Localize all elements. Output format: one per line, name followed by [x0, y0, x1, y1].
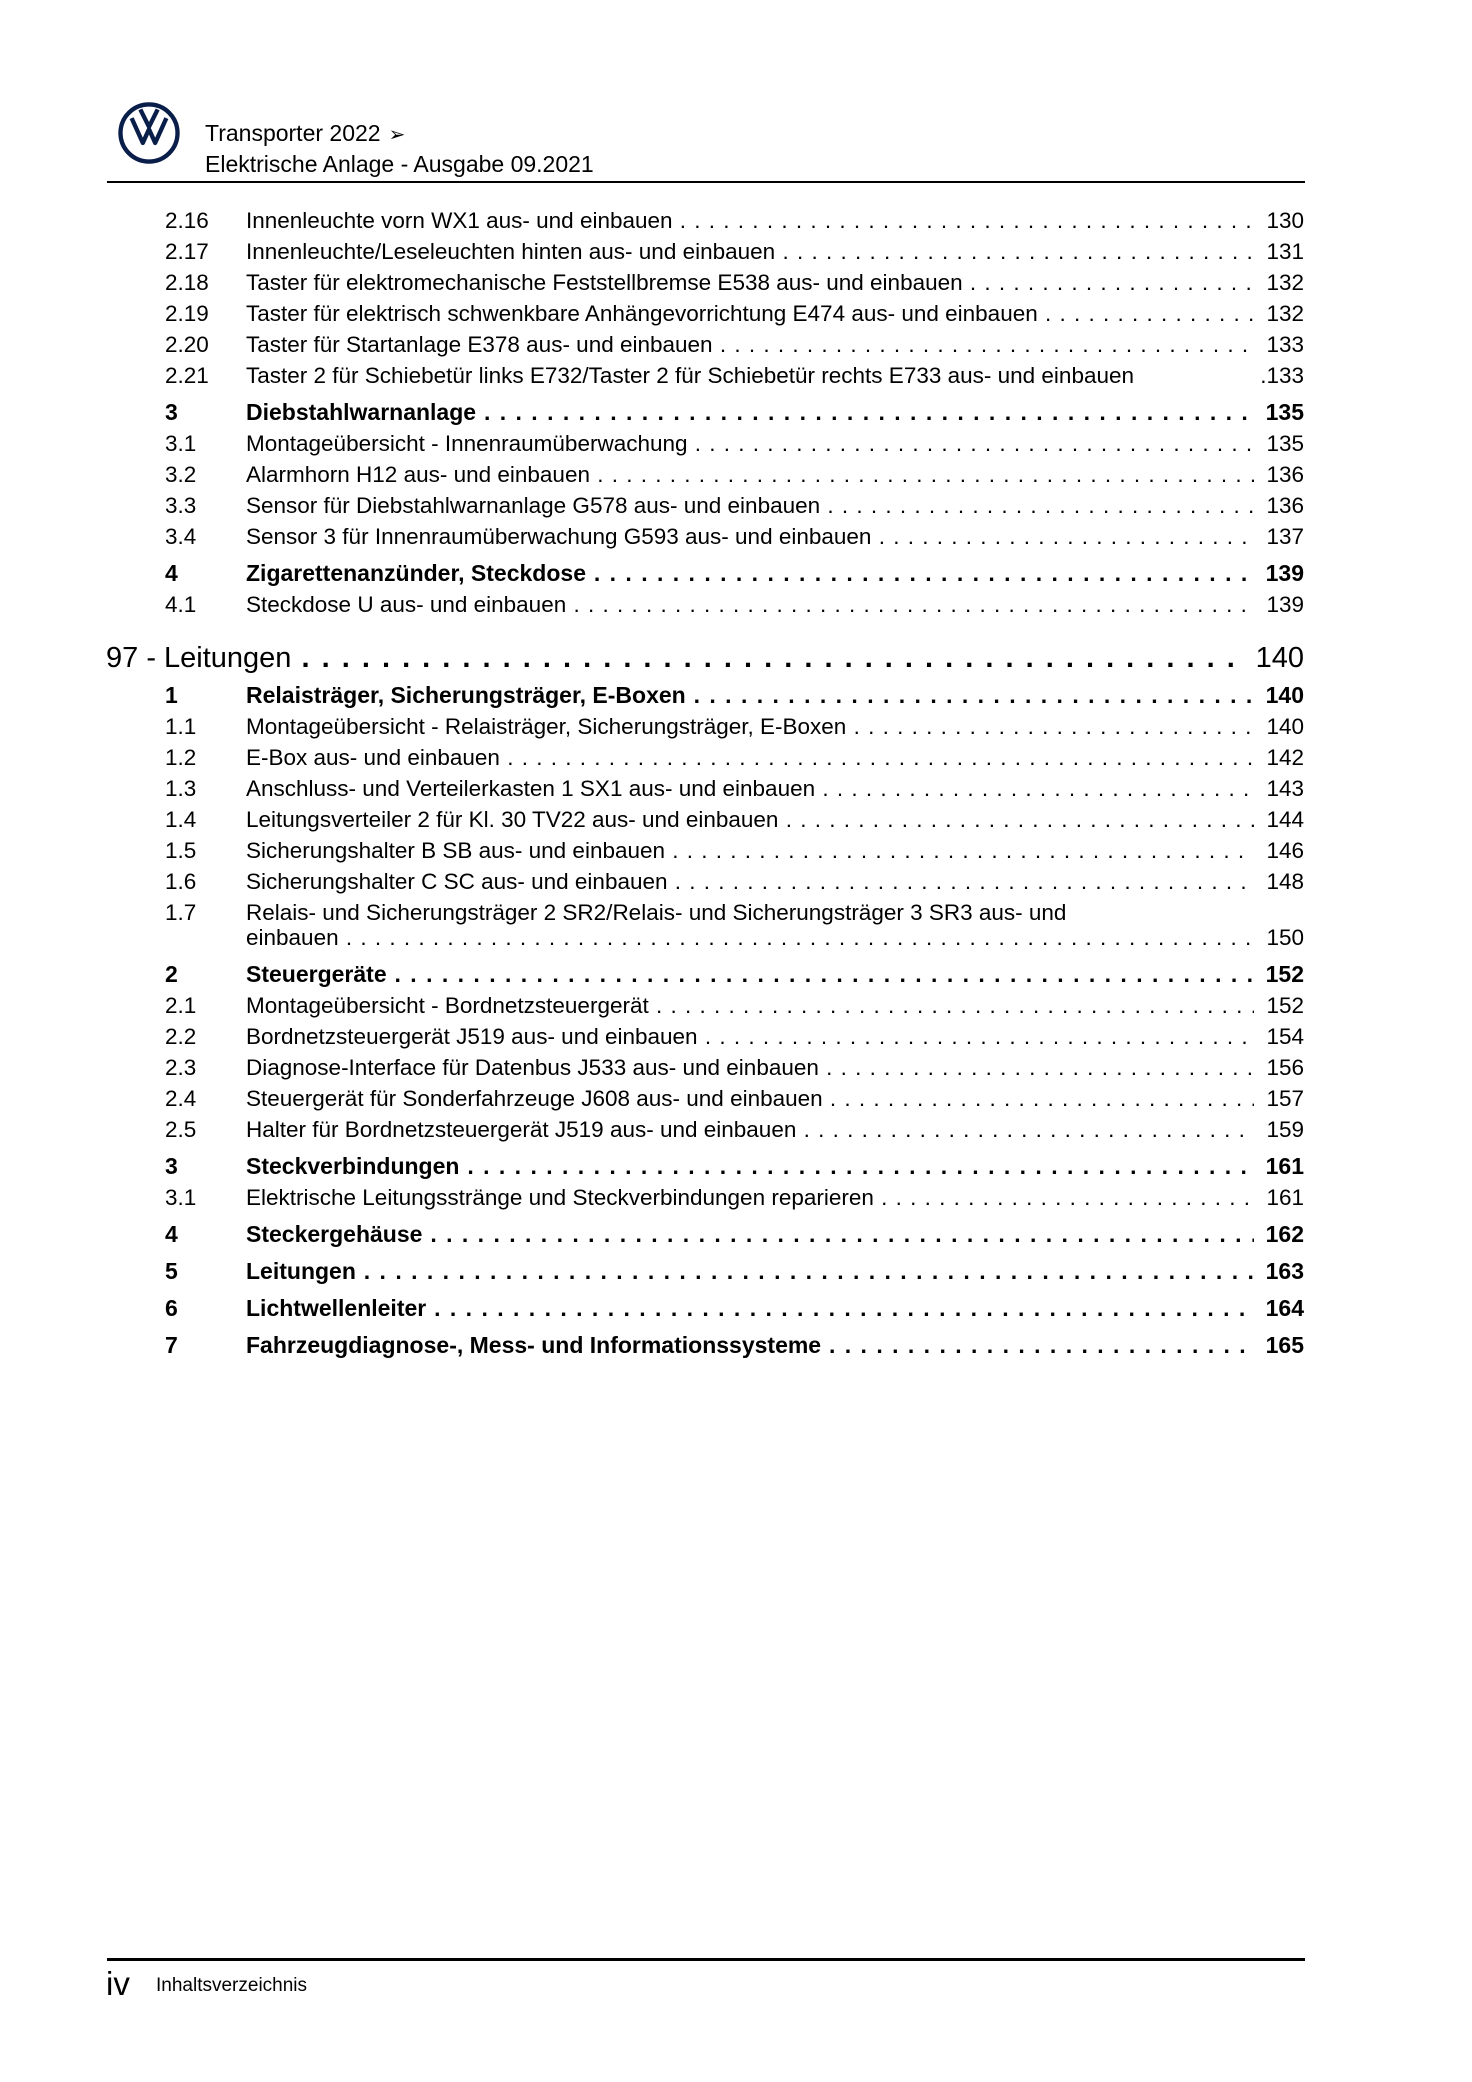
- toc-title: Montageübersicht - Bordnetzsteuergerät . . .: [246, 990, 1304, 1021]
- toc-title: Steuergeräte . . .: [246, 959, 1304, 990]
- toc-title: Leitungsverteiler 2 für Kl. 30 TV22 aus- und einbauen . . .: [246, 804, 1304, 835]
- toc-page: 161: [1254, 1182, 1304, 1213]
- toc-page: 161: [1254, 1151, 1304, 1182]
- toc-number: 2.19: [165, 301, 209, 326]
- toc-title: Alarmhorn H12 aus- und einbauen . . .: [246, 459, 1304, 490]
- toc-page: 133: [1254, 329, 1304, 360]
- toc-number: 1.6: [165, 869, 197, 894]
- toc-title: Sicherungshalter C SC aus- und einbauen . . .: [246, 866, 1304, 897]
- toc-entry[interactable]: [0, 459, 1472, 490]
- toc-number: 2.5: [165, 1117, 197, 1142]
- toc-title: Sicherungshalter B SB aus- und einbauen . . .: [246, 835, 1304, 866]
- toc-entry[interactable]: [0, 428, 1472, 459]
- toc-title: Montageübersicht - Relaisträger, Sicherungsträger, E-Boxen . . .: [246, 711, 1304, 742]
- toc-entry-continuation[interactable]: [0, 922, 1472, 953]
- toc-number: 7: [165, 1332, 178, 1358]
- vw-logo-icon: [118, 102, 180, 164]
- toc-title: Relais- und Sicherungsträger 2 SR2/Relais- und Sicherungsträger 3 SR3 aus- und: [246, 900, 1067, 925]
- toc-title: Bordnetzsteuergerät J519 aus- und einbauen . . .: [246, 1021, 1304, 1052]
- toc-page: 148: [1254, 866, 1304, 897]
- toc-section[interactable]: [0, 1151, 1472, 1182]
- page-number: iv: [106, 1965, 130, 2002]
- toc-entry[interactable]: [0, 267, 1472, 298]
- toc-entry[interactable]: [0, 1114, 1472, 1145]
- toc-section[interactable]: [0, 397, 1472, 428]
- toc-page: 139: [1254, 558, 1304, 589]
- toc-page: 130: [1254, 205, 1304, 236]
- toc-page: 164: [1254, 1293, 1304, 1324]
- toc-chapter-title: 97 - Leitungen . . .: [106, 638, 1304, 678]
- toc-title: Montageübersicht - Innenraumüberwachung . . .: [246, 428, 1304, 459]
- toc-number: 2.16: [165, 208, 209, 233]
- toc-title: Anschluss- und Verteilerkasten 1 SX1 aus- und einbauen . . .: [246, 773, 1304, 804]
- toc-page: 159: [1254, 1114, 1304, 1145]
- toc-title: Lichtwellenleiter . . .: [246, 1293, 1304, 1324]
- arrow-icon: ➢: [388, 124, 406, 146]
- toc-section[interactable]: [0, 1293, 1472, 1324]
- toc-entry[interactable]: [0, 1182, 1472, 1213]
- toc-entry[interactable]: [0, 1083, 1472, 1114]
- toc-number: 1.7: [165, 900, 197, 925]
- toc-entry[interactable]: [0, 835, 1472, 866]
- footer-rule: [107, 1958, 1305, 1961]
- toc-number: 5: [165, 1258, 178, 1284]
- toc-title: Innenleuchte/Leseleuchten hinten aus- und einbauen . . .: [246, 236, 1304, 267]
- toc-page: 144: [1254, 804, 1304, 835]
- toc-page: 152: [1254, 959, 1304, 990]
- toc-entry[interactable]: [0, 205, 1472, 236]
- toc-page: 156: [1254, 1052, 1304, 1083]
- toc-title: Diebstahlwarnanlage . . .: [246, 397, 1304, 428]
- toc-number: 2.3: [165, 1055, 197, 1080]
- document-title: Transporter 2022 ➢: [205, 120, 406, 146]
- toc-entry[interactable]: [0, 742, 1472, 773]
- toc-number: 4.1: [165, 592, 197, 617]
- toc-number: 2.20: [165, 332, 209, 357]
- toc-section[interactable]: [0, 1330, 1472, 1361]
- toc-page: 131: [1254, 236, 1304, 267]
- toc-section[interactable]: [0, 1256, 1472, 1287]
- toc-entry[interactable]: [0, 866, 1472, 897]
- toc-page: 135: [1254, 428, 1304, 459]
- toc-page: 132: [1254, 298, 1304, 329]
- toc-number: 2.21: [165, 363, 209, 388]
- toc-page: 152: [1254, 990, 1304, 1021]
- toc-title: Steuergerät für Sonderfahrzeuge J608 aus- und einbauen . . .: [246, 1083, 1304, 1114]
- toc-page: 146: [1254, 835, 1304, 866]
- header-rule: [107, 181, 1305, 183]
- toc-page: 140: [1244, 638, 1304, 678]
- toc-number: 6: [165, 1295, 178, 1321]
- toc-page: 139: [1254, 589, 1304, 620]
- toc-page: 162: [1254, 1219, 1304, 1250]
- toc-number: 1.2: [165, 745, 197, 770]
- toc-title: Sensor 3 für Innenraumüberwachung G593 aus- und einbauen . . .: [246, 521, 1304, 552]
- toc-page: 140: [1254, 680, 1304, 711]
- toc-number: 1.3: [165, 776, 197, 801]
- toc-title: Innenleuchte vorn WX1 aus- und einbauen . . .: [246, 205, 1304, 236]
- toc-section[interactable]: [0, 558, 1472, 589]
- toc-title: Diagnose-Interface für Datenbus J533 aus- und einbauen . . .: [246, 1052, 1304, 1083]
- toc-page: 135: [1254, 397, 1304, 428]
- toc-page: 143: [1254, 773, 1304, 804]
- toc-chapter[interactable]: [0, 638, 1472, 678]
- toc-title: Elektrische Leitungsstränge und Steckverbindungen reparieren . . .: [246, 1182, 1304, 1213]
- toc-entry[interactable]: [0, 521, 1472, 552]
- toc-number: 1.4: [165, 807, 197, 832]
- toc-title: Leitungen . . .: [246, 1256, 1304, 1287]
- toc-entry[interactable]: [0, 360, 1472, 391]
- toc-title: Halter für Bordnetzsteuergerät J519 aus- und einbauen . . .: [246, 1114, 1304, 1145]
- toc-entry[interactable]: [0, 1021, 1472, 1052]
- toc-number: 1.1: [165, 714, 197, 739]
- toc-number: 4: [165, 1221, 178, 1247]
- toc-title: Zigarettenanzünder, Steckdose . . .: [246, 558, 1304, 589]
- toc-page: 163: [1254, 1256, 1304, 1287]
- toc-title: E-Box aus- und einbauen . . .: [246, 742, 1304, 773]
- toc-entry[interactable]: [0, 1052, 1472, 1083]
- toc-number: 1.5: [165, 838, 197, 863]
- toc-page: 150: [1254, 922, 1304, 953]
- toc-title: Taster 2 für Schiebetür links E732/Taster 2 für Schiebetür rechts E733 aus- und einbauen: [246, 363, 1135, 388]
- toc-entry[interactable]: [0, 490, 1472, 521]
- toc-page: 154: [1254, 1021, 1304, 1052]
- toc-number: 2.18: [165, 270, 209, 295]
- toc-number: 3: [165, 399, 178, 425]
- toc-entry[interactable]: [0, 773, 1472, 804]
- toc-entry[interactable]: [0, 236, 1472, 267]
- toc-page: 137: [1254, 521, 1304, 552]
- toc-number: 2.17: [165, 239, 209, 264]
- document-subtitle: Elektrische Anlage - Ausgabe 09.2021: [205, 151, 594, 177]
- toc-entry[interactable]: [0, 804, 1472, 835]
- toc-entry[interactable]: [0, 711, 1472, 742]
- toc-number: 3.1: [165, 431, 197, 456]
- toc-entry[interactable]: [0, 589, 1472, 620]
- toc-section[interactable]: [0, 680, 1472, 711]
- toc-section[interactable]: [0, 1219, 1472, 1250]
- toc-number: 2.1: [165, 993, 197, 1018]
- toc-page: 132: [1254, 267, 1304, 298]
- toc-number: 3.2: [165, 462, 197, 487]
- toc-number: 3.3: [165, 493, 197, 518]
- toc-page: 136: [1254, 490, 1304, 521]
- toc-number: 2.4: [165, 1086, 197, 1111]
- toc-title: einbauen . . .: [246, 922, 1304, 953]
- toc-number: 3.4: [165, 524, 197, 549]
- toc-title: Fahrzeugdiagnose-, Mess- und Informationssysteme . . .: [246, 1330, 1304, 1361]
- toc-number: 4: [165, 560, 178, 586]
- toc-title: Sensor für Diebstahlwarnanlage G578 aus- und einbauen . . .: [246, 490, 1304, 521]
- toc-title: Relaisträger, Sicherungsträger, E-Boxen . . .: [246, 680, 1304, 711]
- toc-entry[interactable]: [0, 298, 1472, 329]
- toc-page: .133: [1260, 360, 1304, 391]
- toc-title: Taster für elektrisch schwenkbare Anhängevorrichtung E474 aus- und einbauen . . .: [246, 298, 1304, 329]
- toc-title: Taster für Startanlage E378 aus- und einbauen . . .: [246, 329, 1304, 360]
- toc-title: Steckverbindungen . . .: [246, 1151, 1304, 1182]
- toc-number: 3: [165, 1153, 178, 1179]
- toc-page: 142: [1254, 742, 1304, 773]
- toc-page: 165: [1254, 1330, 1304, 1361]
- toc-number: 3.1: [165, 1185, 197, 1210]
- toc-number: 1: [165, 682, 178, 708]
- toc-title: Steckdose U aus- und einbauen . . .: [246, 589, 1304, 620]
- toc-title: Taster für elektromechanische Feststellbremse E538 aus- und einbauen . . .: [246, 267, 1304, 298]
- toc-page: 157: [1254, 1083, 1304, 1114]
- toc-entry[interactable]: [0, 329, 1472, 360]
- toc-page: 140: [1254, 711, 1304, 742]
- toc-number: 2: [165, 961, 178, 987]
- toc-number: 2.2: [165, 1024, 197, 1049]
- footer-label: Inhaltsverzeichnis: [156, 1975, 308, 1996]
- toc-page: 136: [1254, 459, 1304, 490]
- toc-section[interactable]: [0, 959, 1472, 990]
- toc-title: Steckergehäuse . . .: [246, 1219, 1304, 1250]
- toc-entry[interactable]: [0, 990, 1472, 1021]
